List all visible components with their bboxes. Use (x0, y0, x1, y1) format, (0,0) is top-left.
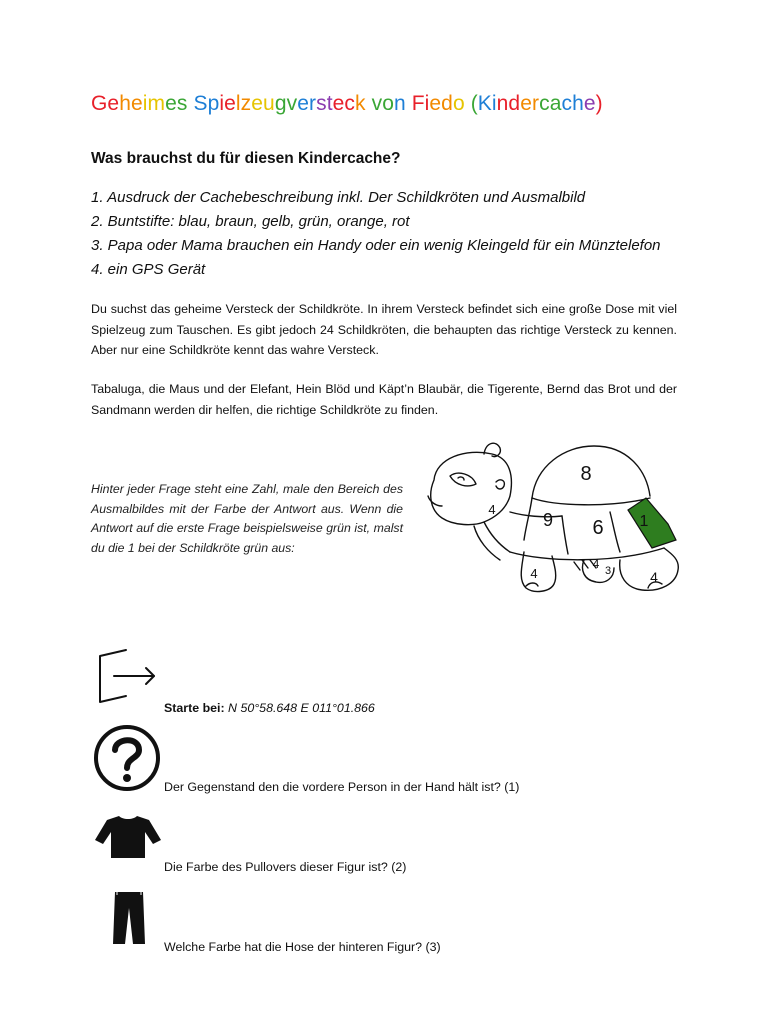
intro-paragraph: Du suchst das geheime Versteck der Schildkröte. In ihrem Versteck befindet sich eine große Dose mit viel Spielzeug zum Tauschen. Es gibt jedoch 24 Schildkröten, die behaupten das richtige Versteck zu kennen. Aber nur eine Schildkröte kennt das wahre Versteck. (91, 302, 677, 357)
title-segment: Sp (193, 92, 220, 115)
title-segment: ec (332, 92, 356, 115)
title-segment: nd (496, 92, 521, 115)
helpers-paragraph: Tabaluga, die Maus und der Elefant, Hein Blöd und Käpt’n Blaubär, die Tigerente, Bernd das Brot und der Sandmann werden dir helfen, die richtige Schildkröte zu finden. (91, 382, 677, 417)
title-segment: st (316, 92, 333, 115)
title-segment: k (355, 92, 366, 115)
title-segment: ( (470, 92, 478, 115)
title-segment: ca (539, 92, 562, 115)
title-segment: e (583, 92, 596, 115)
page-title (91, 92, 603, 116)
coloring-instruction: Hinter jeder Frage steht eine Zahl, male den Bereich des Ausmalbildes mit der Farbe der Antwort aus. Wenn die Antwort auf die erste Frage beispielsweise grün ist, malst du die 1 bei der Schildkröte grün aus: (91, 482, 403, 555)
turtle-coloring-image (414, 436, 690, 606)
turtle-number: 8 (580, 463, 592, 485)
turtle-number: 4 (530, 566, 538, 581)
title-segment: es (165, 92, 188, 115)
title-segment: eu (251, 92, 275, 115)
title-segment: lz (235, 92, 252, 115)
turtle-number: 3 (604, 565, 612, 577)
title-segment: ed (429, 92, 453, 115)
turtle-number: 4 (650, 569, 658, 585)
question-1: Der Gegenstand den die vordere Person in der Hand hält ist? (1) (164, 780, 520, 794)
turtle-number: 4 (592, 557, 600, 571)
start-arrow-icon (92, 646, 160, 708)
title-segment: n (393, 92, 406, 115)
turtle-number: 6 (592, 517, 604, 539)
needs-item: 3. Papa oder Mama brauchen ein Handy oder ein wenig Kleingeld für ein Münztelefon (91, 237, 661, 254)
title-segment: he (119, 92, 143, 115)
title-segment: er (297, 92, 317, 115)
title-segment: er (520, 92, 540, 115)
turtle-section-1 (628, 498, 676, 548)
title-segment: o (452, 92, 465, 115)
title-segment: Ki (477, 92, 497, 115)
title-segment: vo (371, 92, 394, 115)
coordinates-value: N 50°58.648 E 011°01.866 (228, 701, 375, 715)
needs-list (91, 186, 661, 282)
needs-heading: Was brauchst du für diesen Kindercache? (91, 150, 401, 167)
trousers-icon (111, 890, 147, 946)
title-segment: ie (219, 92, 236, 115)
question-mark-icon (93, 724, 161, 792)
turtle-number: 1 (639, 513, 649, 530)
title-segment: gv (274, 92, 298, 115)
start-label: Starte bei: (164, 701, 225, 715)
title-segment: ) (595, 92, 603, 115)
question-2: Die Farbe des Pullovers dieser Figur ist? (2) (164, 860, 407, 874)
sweater-icon (93, 812, 163, 860)
title-segment: Fi (411, 92, 430, 115)
start-coordinates (164, 701, 375, 715)
needs-item: 2. Buntstifte: blau, braun, gelb, grün, orange, rot (91, 213, 410, 230)
title-segment: Ge (91, 92, 120, 115)
turtle-number: 4 (488, 502, 496, 517)
title-segment: ch (561, 92, 584, 115)
question-3: Welche Farbe hat die Hose der hinteren Figur? (3) (164, 940, 441, 954)
title-segment: im (142, 92, 166, 115)
turtle-number: 9 (542, 510, 554, 530)
needs-item: 4. ein GPS Gerät (91, 261, 206, 278)
needs-item: 1. Ausdruck der Cachebeschreibung inkl. Der Schildkröten und Ausmalbild (91, 189, 586, 206)
